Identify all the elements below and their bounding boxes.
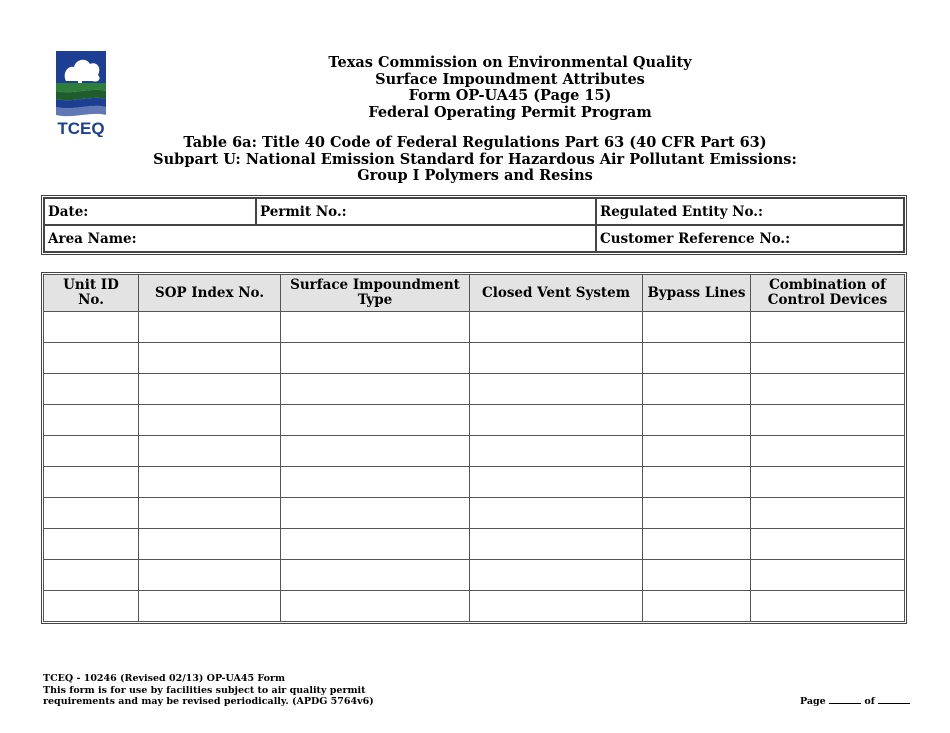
table-cell[interactable] [643, 405, 751, 436]
table-cell[interactable] [44, 405, 139, 436]
table-cell[interactable] [281, 374, 470, 405]
of-label: of [864, 696, 875, 707]
table-cell[interactable] [643, 467, 751, 498]
table-cell[interactable] [470, 560, 643, 591]
table-cell[interactable] [751, 405, 905, 436]
program-name: Federal Operating Permit Program [368, 103, 652, 121]
table-cell[interactable] [139, 591, 281, 622]
table-title [120, 135, 830, 185]
page-current-blank[interactable] [829, 703, 861, 704]
table-cell[interactable] [643, 529, 751, 560]
table-cell[interactable] [751, 467, 905, 498]
table-cell[interactable] [470, 591, 643, 622]
table-row [44, 529, 905, 560]
table-cell[interactable] [281, 560, 470, 591]
table-cell[interactable] [643, 560, 751, 591]
date-field[interactable]: Date: [44, 198, 256, 225]
table-row [44, 560, 905, 591]
table-cell[interactable] [44, 467, 139, 498]
table-cell[interactable] [643, 498, 751, 529]
table-cell[interactable] [751, 529, 905, 560]
table-cell[interactable] [139, 374, 281, 405]
table-cell[interactable] [751, 312, 905, 343]
table-cell[interactable] [643, 343, 751, 374]
table-cell[interactable] [44, 312, 139, 343]
table-cell[interactable] [470, 374, 643, 405]
info-table [43, 197, 905, 253]
table-row [44, 312, 905, 343]
table-cell[interactable] [643, 436, 751, 467]
table-cell[interactable] [281, 343, 470, 374]
table-cell[interactable] [44, 436, 139, 467]
area-name-field[interactable]: Area Name: [44, 225, 596, 252]
table-row [44, 467, 905, 498]
table-cell[interactable] [470, 467, 643, 498]
table-cell[interactable] [139, 343, 281, 374]
logo-text: TCEQ [57, 119, 105, 137]
table-cell[interactable] [281, 498, 470, 529]
table-cell[interactable] [751, 436, 905, 467]
table-cell[interactable] [751, 374, 905, 405]
table-cell[interactable] [139, 529, 281, 560]
header-closed-vent: Closed Vent System [470, 275, 643, 312]
table-cell[interactable] [44, 343, 139, 374]
table-cell[interactable] [139, 436, 281, 467]
table-row [44, 374, 905, 405]
table-cell[interactable] [470, 498, 643, 529]
info-block [41, 195, 907, 255]
form-subject: Surface Impoundment Attributes [375, 70, 645, 88]
agency-name: Texas Commission on Environmental Quality [328, 54, 692, 71]
footer-form-id: TCEQ - 10246 (Revised 02/13) OP-UA45 Form [43, 673, 286, 684]
page-label: Page [800, 696, 826, 707]
table-cell[interactable] [470, 343, 643, 374]
table-row [44, 343, 905, 374]
table-cell[interactable] [281, 467, 470, 498]
table-body [44, 312, 905, 622]
table-cell[interactable] [643, 374, 751, 405]
table-cell[interactable] [281, 529, 470, 560]
page-number [800, 696, 910, 707]
form-number: Form OP-UA45 (Page 15) [408, 87, 612, 104]
table-title-line-3: Group I Polymers and Resins [357, 167, 593, 184]
table-cell[interactable] [139, 560, 281, 591]
table-cell[interactable] [751, 343, 905, 374]
table-cell[interactable] [44, 529, 139, 560]
regulated-entity-field[interactable]: Regulated Entity No.: [596, 198, 904, 225]
header-bypass-lines: Bypass Lines [643, 275, 751, 312]
footer-note-1: This form is for use by facilities subject to air quality permit [43, 684, 366, 696]
attributes-table [43, 274, 905, 622]
table-row [44, 436, 905, 467]
table-cell[interactable] [643, 591, 751, 622]
table-row [44, 591, 905, 622]
header-sop-index: SOP Index No. [139, 275, 281, 312]
header-impoundment-type: Surface Impoundment Type [281, 275, 470, 312]
table-cell[interactable] [470, 312, 643, 343]
form-footer [43, 673, 374, 708]
table-cell[interactable] [44, 591, 139, 622]
form-header [200, 55, 820, 121]
customer-reference-field[interactable]: Customer Reference No.: [596, 225, 904, 252]
table-cell[interactable] [751, 591, 905, 622]
table-cell[interactable] [281, 591, 470, 622]
table-row [44, 498, 905, 529]
table-cell[interactable] [281, 405, 470, 436]
table-cell[interactable] [44, 498, 139, 529]
table-cell[interactable] [44, 560, 139, 591]
table-cell[interactable] [281, 312, 470, 343]
tceq-logo [52, 51, 108, 137]
table-cell[interactable] [139, 467, 281, 498]
table-cell[interactable] [281, 436, 470, 467]
table-cell[interactable] [44, 374, 139, 405]
header-control-devices: Combination of Control Devices [751, 275, 905, 312]
footer-note-2: requirements and may be revised periodically. (APDG 5764v6) [43, 696, 374, 707]
table-cell[interactable] [139, 312, 281, 343]
table-cell[interactable] [470, 405, 643, 436]
header-unit-id: Unit ID No. [44, 275, 139, 312]
table-cell[interactable] [751, 560, 905, 591]
table-cell[interactable] [139, 405, 281, 436]
table-title-line-1: Table 6a: Title 40 Code of Federal Regulations Part 63 (40 CFR Part 63) [183, 134, 767, 151]
table-cell[interactable] [470, 436, 643, 467]
table-cell[interactable] [139, 498, 281, 529]
page-total-blank[interactable] [878, 703, 910, 704]
table-cell[interactable] [643, 312, 751, 343]
attributes-table-block [41, 272, 907, 624]
table-title-line-2: Subpart U: National Emission Standard for Hazardous Air Pollutant Emissions: [153, 150, 797, 168]
permit-no-field[interactable]: Permit No.: [256, 198, 596, 225]
table-cell[interactable] [751, 498, 905, 529]
table-row [44, 405, 905, 436]
table-cell[interactable] [470, 529, 643, 560]
